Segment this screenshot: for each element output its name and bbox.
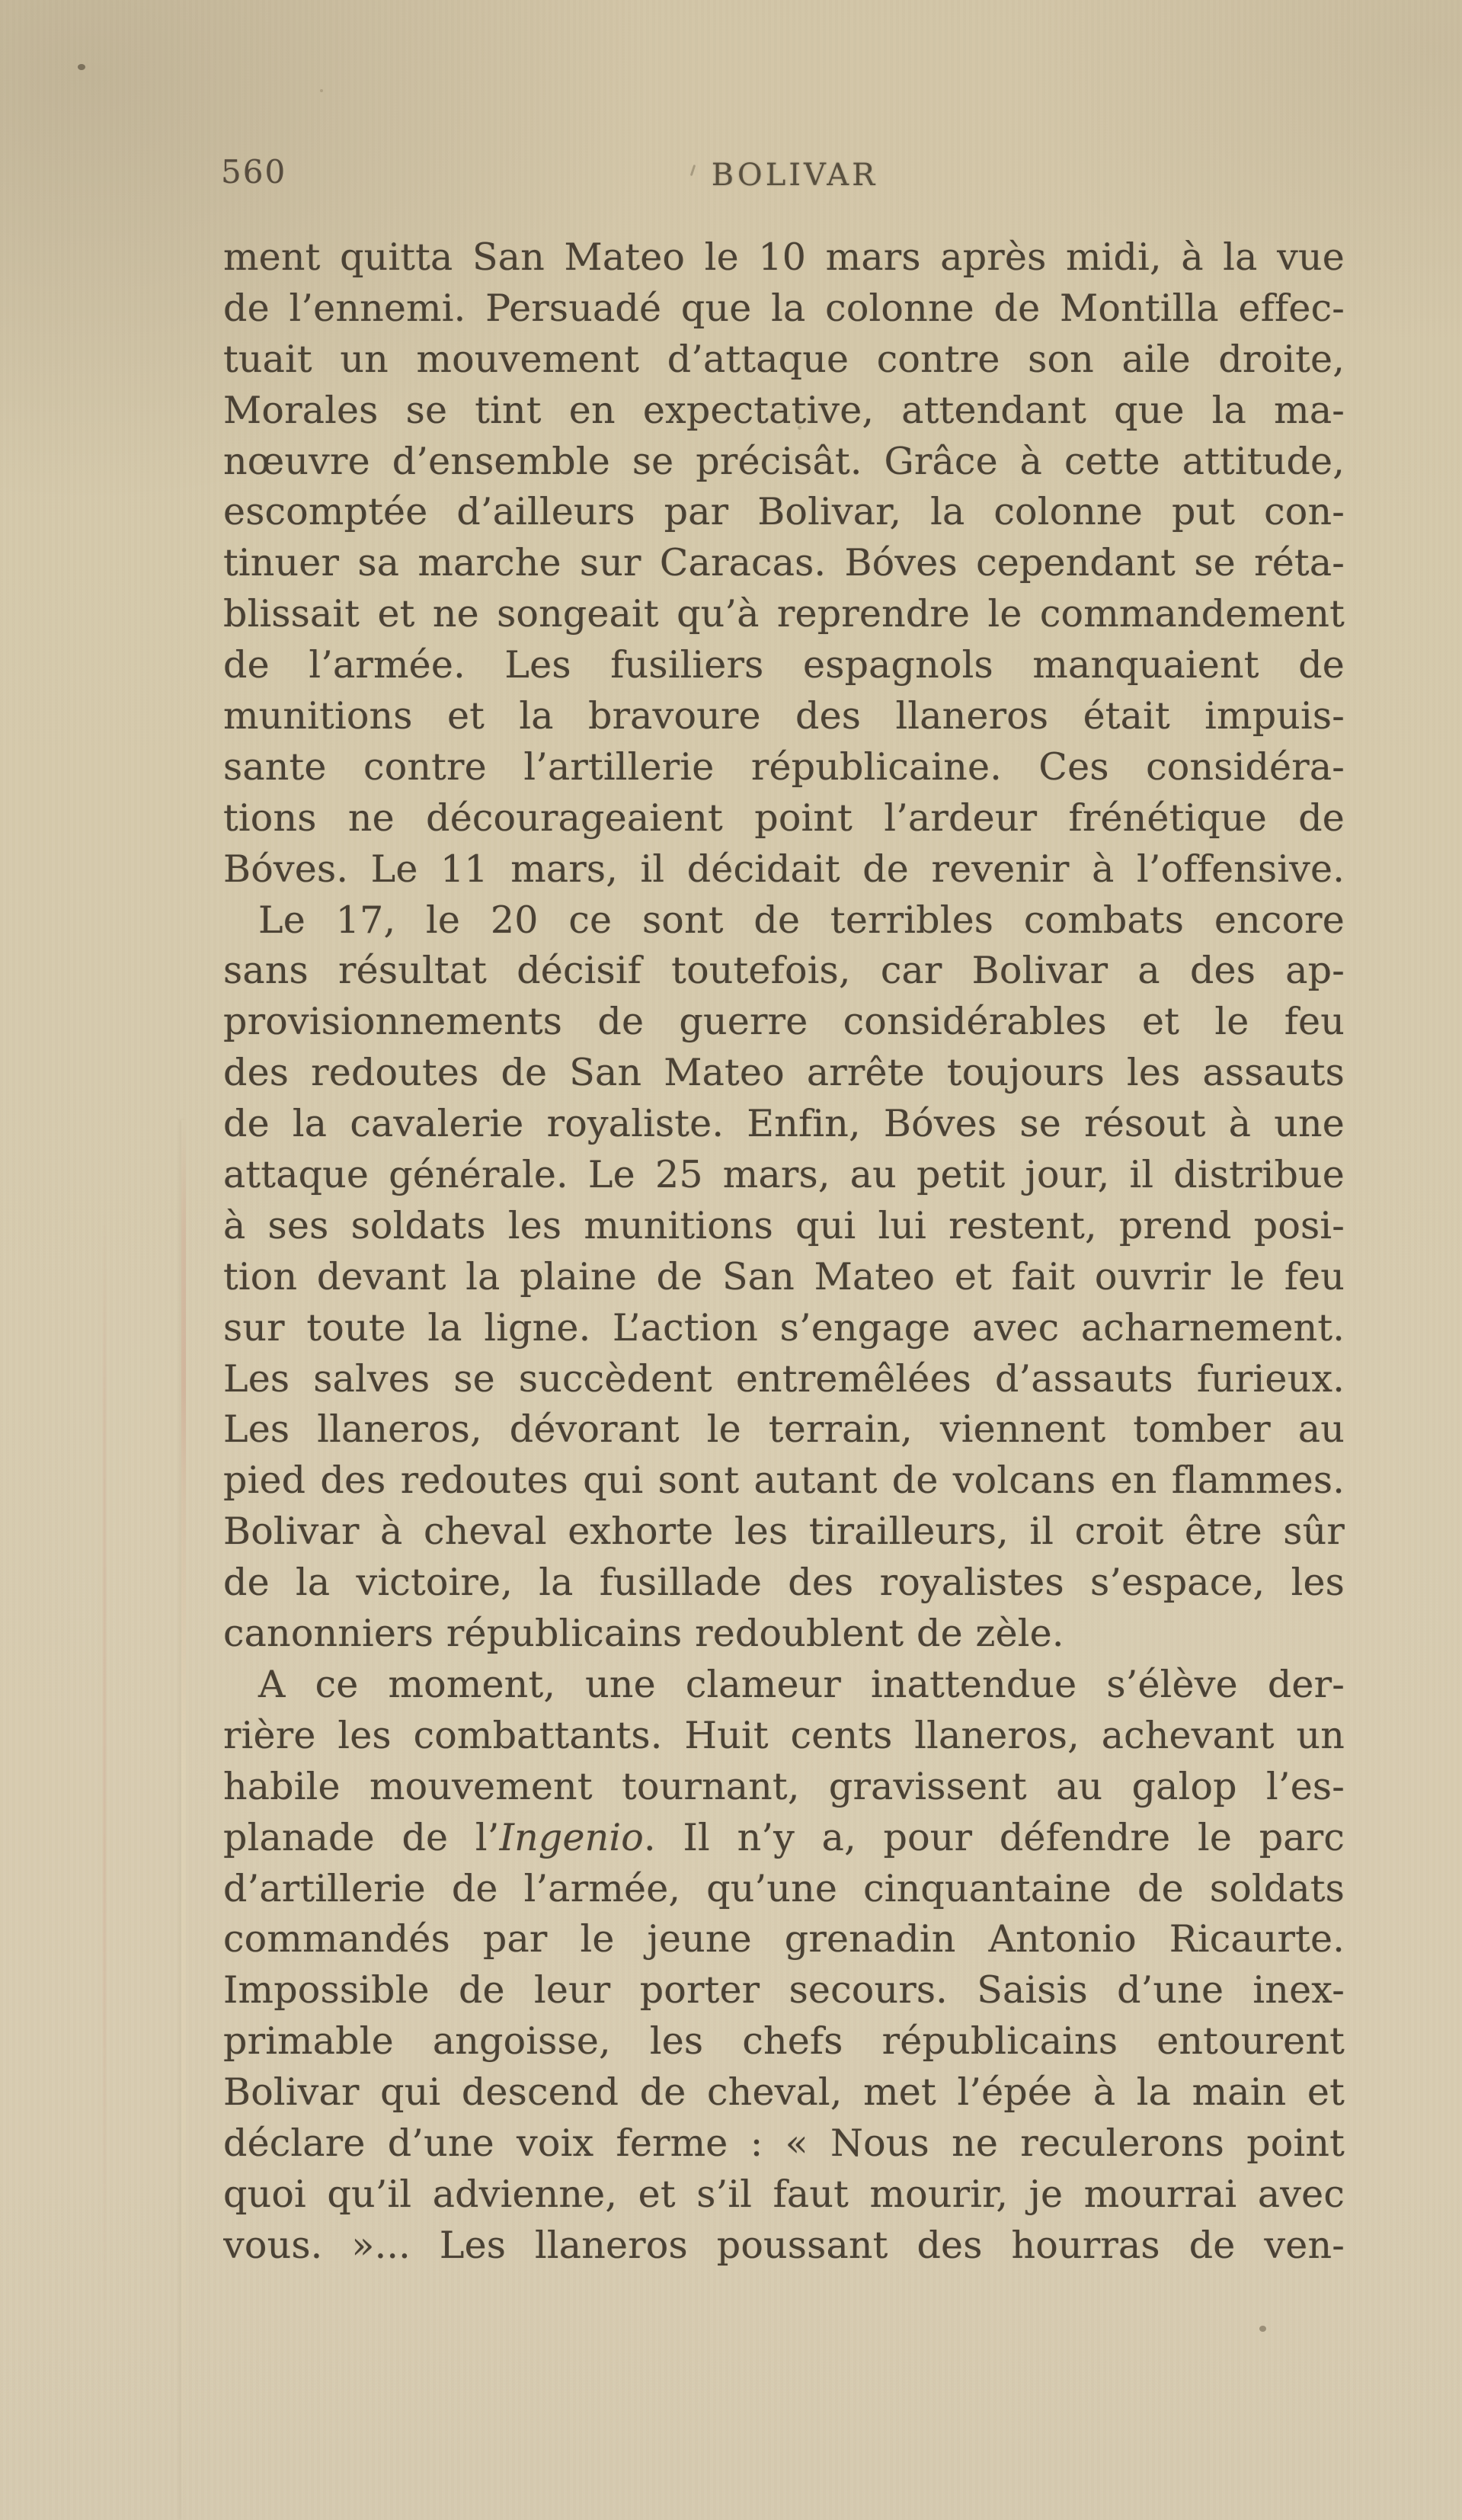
text-line: à ses soldats les munitions qui lui restent, prend posi-: [223, 1203, 1345, 1247]
text-line: attaque générale. Le 25 mars, au petit jour, il distribue: [223, 1153, 1345, 1197]
text-line: sante contre l’artillerie républicaine. Ces considéra-: [223, 744, 1345, 789]
text-block: [223, 232, 1345, 2272]
text-line: canonniers républicains redoublent de zèle.: [223, 1612, 1064, 1656]
text-line: tions ne décourageaient point l’ardeur frénétique de: [223, 796, 1345, 840]
binding-crease-faint: [103, 1212, 106, 2324]
text-line: vous. »... Les llaneros poussant des hourras de ven-: [223, 2223, 1345, 2267]
text-line: A ce moment, une clameur inattendue s’élève der-: [258, 1662, 1345, 1706]
text-line: d’artillerie de l’armée, qu’une cinquantaine de soldats: [223, 1866, 1345, 1910]
text-line: Bóves. Le 11 mars, il décidait de revenir à l’offensive.: [223, 847, 1345, 891]
text-line: habile mouvement tournant, gravissent au galop l’es-: [223, 1764, 1345, 1808]
paper-speck: [320, 89, 323, 92]
text-line: Le 17, le 20 ce sont de terribles combats encore: [258, 898, 1345, 942]
text-line: nœuvre d’ensemble se précisât. Grâce à cette attitude,: [223, 439, 1345, 483]
text-line: planade de l’Ingenio. Il n’y a, pour défendre le parc: [223, 1815, 1345, 1859]
text-line: déclare d’une voix ferme : « Nous ne reculerons point: [223, 2121, 1345, 2165]
text-line: Impossible de leur porter secours. Saisis d’une inex-: [223, 1968, 1345, 2012]
text-line: provisionnements de guerre considérables et le feu: [223, 1000, 1345, 1044]
binding-crease: [181, 1120, 186, 2520]
text-line: primable angoisse, les chefs républicains entourent: [223, 2019, 1345, 2064]
text-line: de l’ennemi. Persuadé que la colonne de Montilla effec-: [223, 286, 1345, 330]
text-line: sur toute la ligne. L’action s’engage avec acharnement.: [223, 1305, 1345, 1350]
text-line: de l’armée. Les fusiliers espagnols manquaient de: [223, 643, 1345, 687]
text-line: Les salves se succèdent entremêlées d’assauts furieux.: [223, 1356, 1345, 1401]
paper-speck: [78, 64, 85, 70]
text-line: tinuer sa marche sur Caracas. Bóves cependant se réta-: [223, 541, 1345, 585]
text-line: munitions et la bravoure des llaneros était impuis-: [223, 694, 1345, 738]
text-line: de la cavalerie royaliste. Enfin, Bóves se résout à une: [223, 1102, 1345, 1146]
paper-speck: [1259, 2326, 1266, 2332]
text-line: Bolivar qui descend de cheval, met l’épée à la main et: [223, 2070, 1345, 2115]
page-number: 560: [221, 153, 287, 191]
text-line: Morales se tint en expectative, attendant que la ma-: [223, 388, 1345, 432]
text-line: escomptée d’ailleurs par Bolivar, la colonne put con-: [223, 490, 1345, 534]
text-line: Bolivar à cheval exhorte les tirailleurs, il croit être sûr: [223, 1510, 1345, 1554]
text-line: sans résultat décisif toutefois, car Bolivar a des ap-: [223, 949, 1345, 993]
text-line: blissait et ne songeait qu’à reprendre le commandement: [223, 592, 1345, 636]
text-line: tion devant la plaine de San Mateo et fait ouvrir le feu: [223, 1254, 1345, 1298]
text-line: ment quitta San Mateo le 10 mars après midi, à la vue: [223, 235, 1345, 279]
text-line: Les llaneros, dévorant le terrain, viennent tomber au: [223, 1407, 1345, 1452]
text-line: pied des redoutes qui sont autant de volcans en flammes.: [223, 1459, 1345, 1503]
text-line: quoi qu’il advienne, et s’il faut mourir, je mourrai avec: [223, 2172, 1345, 2216]
running-title: BOLIVAR: [711, 158, 878, 193]
text-line: commandés par le jeune grenadin Antonio Ricaurte.: [223, 1917, 1345, 1961]
text-line: de la victoire, la fusillade des royalistes s’espace, les: [223, 1561, 1345, 1605]
text-line: tuait un mouvement d’attaque contre son aile droite,: [223, 337, 1345, 381]
paper-speck: [798, 426, 801, 430]
text-line: des redoutes de San Mateo arrête toujours les assauts: [223, 1051, 1345, 1095]
text-line: rière les combattants. Huit cents llaneros, achevant un: [223, 1713, 1345, 1757]
